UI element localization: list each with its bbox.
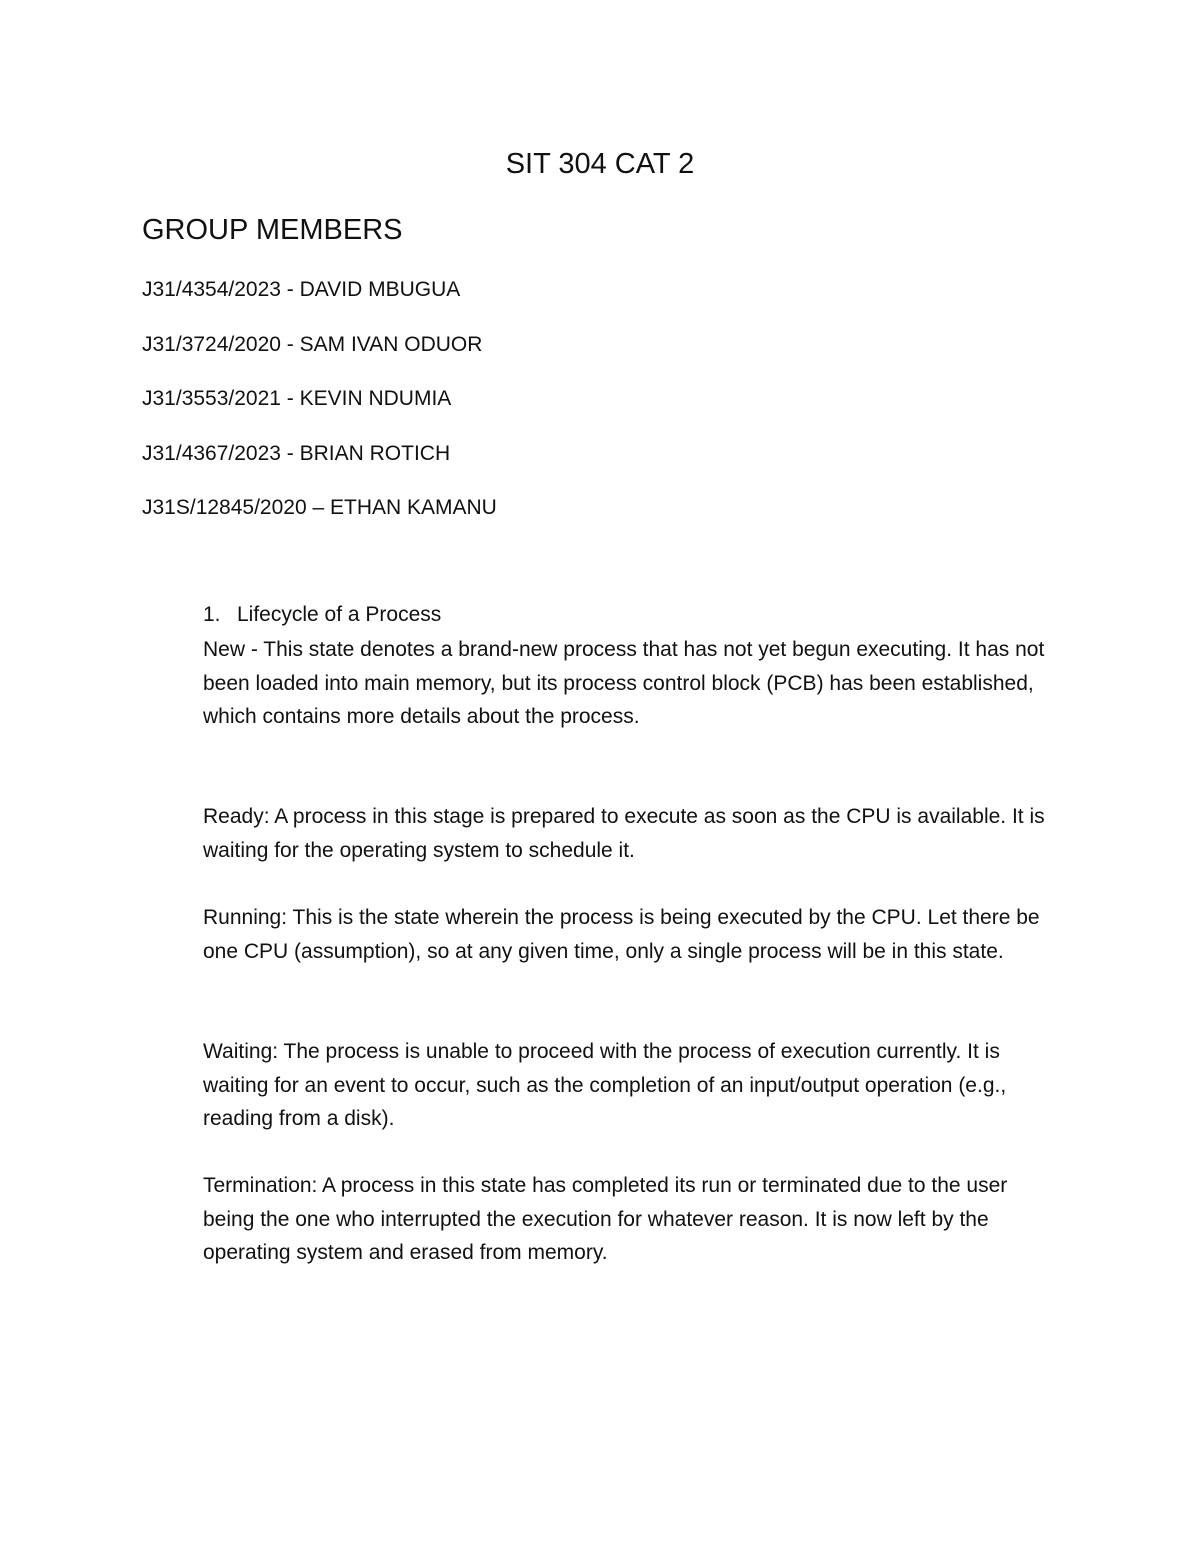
paragraph-termination-state: Termination: A process in this state has completed its run or terminated due to the user being the one who interrupted the execution for whatever reason. It is now left by the operating system and erased from memory. xyxy=(203,1174,1008,1264)
paragraph-waiting-state: Waiting: The process is unable to proceed with the process of execution currently. It is waiting for an event to occur, such as the completion of an input/output operation (e.g., reading from a disk). xyxy=(203,1040,1007,1130)
paragraph-ready-state: Ready: A process in this stage is prepared to execute as soon as the CPU is available. It is waiting for the operating system to schedule it. xyxy=(203,805,1045,862)
list-number: 1. xyxy=(203,603,221,626)
group-member: J31S/12845/2020 – ETHAN KAMANU xyxy=(142,496,497,519)
group-members-heading: GROUP MEMBERS xyxy=(142,214,403,246)
list-item-heading xyxy=(203,601,441,629)
paragraph-running-state: Running: This is the state wherein the process is being executed by the CPU. Let there be one CPU (assumption), so at any given time, only a single process will be in this state. xyxy=(203,906,1040,963)
paragraph-new-state: New - This state denotes a brand-new process that has not yet begun executing. It has not been loaded into main memory, but its process control block (PCB) has been established, which contains more details about the process. xyxy=(203,638,1045,728)
group-member: J31/3724/2020 - SAM IVAN ODUOR xyxy=(142,333,483,356)
document-title: SIT 304 CAT 2 xyxy=(505,148,695,180)
group-member: J31/3553/2021 - KEVIN NDUMIA xyxy=(142,387,452,410)
group-member: J31/4367/2023 - BRIAN ROTICH xyxy=(142,442,451,465)
list-item-title: Lifecycle of a Process xyxy=(237,603,442,626)
group-member: J31/4354/2023 - DAVID MBUGUA xyxy=(142,278,461,301)
